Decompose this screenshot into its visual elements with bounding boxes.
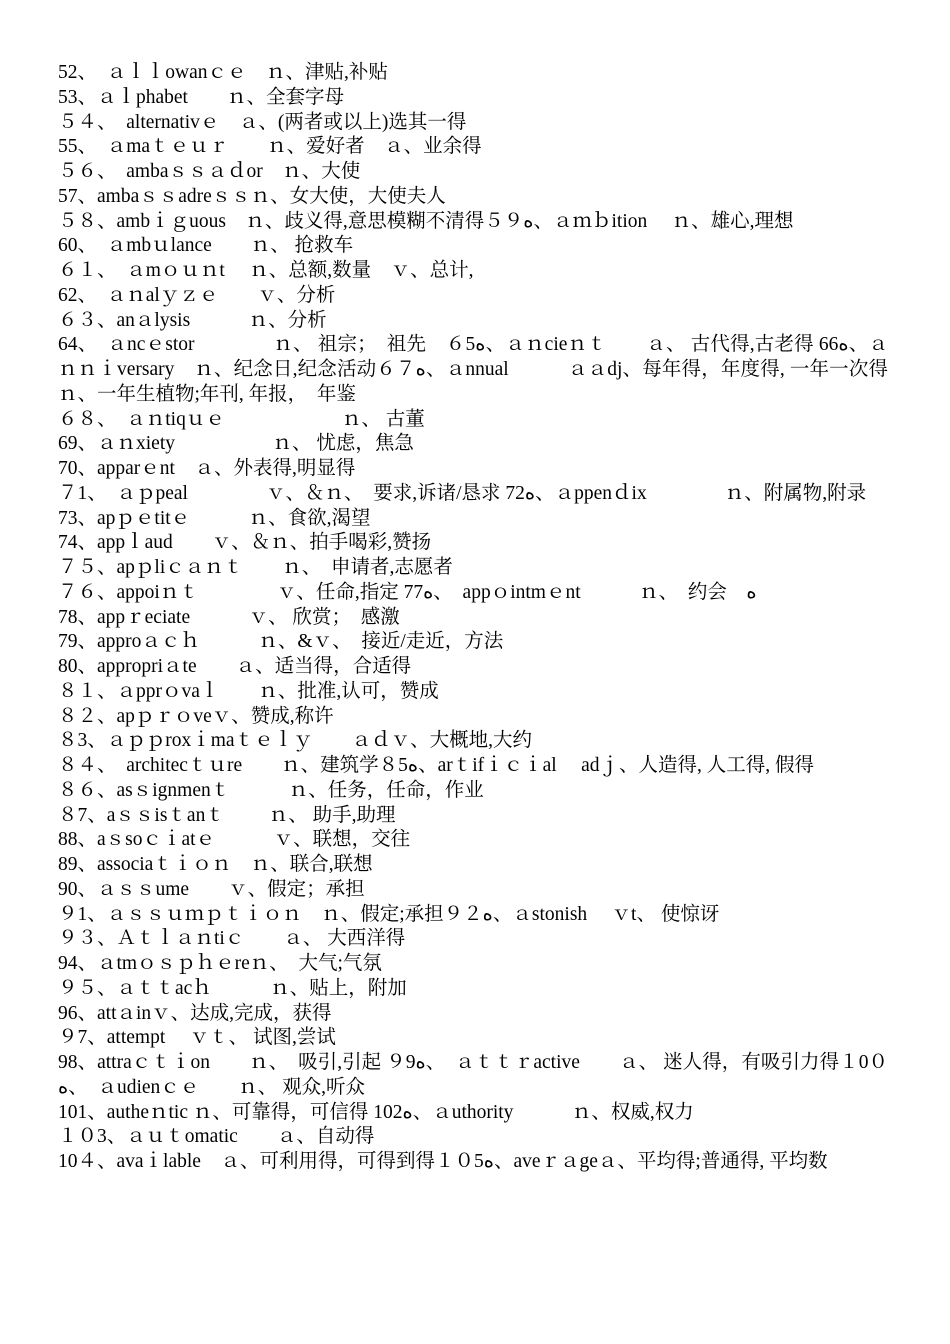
vocab-entry-line: ９1、ａｓｓｕｍｐｔｉｏｎ ｎ、假定;承担９２ه、ａstonish ｖt、 使惊讶 — [58, 903, 720, 925]
vocab-entry-line: 80、appropriａte ａ、适当得，合适得 — [58, 656, 412, 677]
vocab-entry-line: ８４、 architecｔｕre ｎ、建筑学８5ه、arｔifｉｃｉal adｊ、人造得, 人工得, 假得 — [58, 755, 814, 776]
vocab-entry-line: ８６、asｓignmenｔ ｎ、任务，任命，作业 — [58, 779, 484, 801]
vocab-entry-line: ８２、apｐｒｏveｖ、赞成,称许 — [58, 705, 334, 727]
vocab-entry-line: 78、appｒeciate ｖ、 欣赏； 感激 — [58, 606, 400, 628]
vocab-entry-line: ９５、ａｔｔacｈ ｎ、贴上，附加 — [58, 977, 407, 999]
vocab-entry-line: 62、 ａｎalｙｚｅ ｖ、分析 — [58, 284, 336, 306]
vocab-entry-line: 60、 ａmbｕlance ｎ、 抢救车 — [58, 235, 354, 257]
vocab-entry-line: 55、 ａmaｔｅｕｒ ｎ、爱好者 ａ、业余得 — [58, 136, 482, 158]
vocab-entry-line: 10４、avaｉlable ａ、可利用得，可得到得１０5ه、aveｒａgeａ、平均得;普通得, 平均数 — [58, 1151, 828, 1172]
vocabulary-document — [58, 61, 888, 1175]
vocab-entry-line: ６３、anａlysis ｎ、分析 — [58, 309, 327, 331]
vocab-entry-line: 73、apｐｅtitｅ ｎ、食欲,渴望 — [58, 507, 371, 529]
vocab-entry-line: ７５、apｐliｃａｎｔ ｎ、 申请者,志愿者 — [58, 557, 453, 578]
vocab-entry-line: 70、apparｅnt ａ、外表得,明显得 — [58, 458, 356, 479]
vocab-entry-line: 98、attraｃｔｉon ｎ、 吸引,引起 ９9ه、 ａｔｔｒactive ａ、 迷人得，有吸引力得１0０ه、 ａudienｃｅ ｎ、 观众,听众 — [58, 1052, 888, 1098]
vocab-entry-line: 69、ａｎxiety ｎ、 忧虑，焦急 — [58, 433, 414, 455]
vocab-entry-line: 90、ａｓｓume ｖ、假定；承担 — [58, 878, 365, 900]
vocab-entry-line: 79、approａｃｈ ｎ、&ｖ、 接近/走近，方法 — [58, 631, 504, 653]
vocab-entry-line: ７６、appoiｎｔ ｖ、任命,指定 77ه、 appｏintmｅnt ｎ、 约会 ه — [58, 581, 757, 603]
vocab-entry-line: ８3、ａｐｐroxｉmaｔｅｌｙ ａｄｖ、大概地,大约 — [58, 730, 532, 752]
vocab-entry-line: ５８、ambｉｇuous ｎ、歧义得,意思模糊不清得５９ه、ａｍｂition ｎ、雄心,理想 — [58, 210, 794, 232]
vocab-entry-line: 94、ａtmｏｓｐｈｅreｎ、 大气;气氛 — [58, 953, 382, 974]
vocab-entry-line: ７1、 ａｐpeal ｖ、＆ｎ、 要求,诉诸/恳求 72ه、ａppenｄix ｎ、附属物,附录 — [58, 482, 867, 504]
vocab-entry-line: ８7、aｓｓisｔanｔ ｎ、 助手,助理 — [58, 804, 396, 826]
vocab-entry-line: 64、 ａncｅstor ｎ、 祖宗； 祖先 ６5ه、ａｎcieｎｔ ａ、 古代得,古老得 66ه、ａｎｎｉversary ｎ、纪念日,纪念活动６７ه、ａnnual ａａdj、每年得，年度得, 一年一次得ｎ、一年生植物;年刊, 年报， 年鉴 — [58, 334, 888, 405]
vocab-entry-line: ８１、ａpprｏvaｌ ｎ、批准,认可，赞成 — [58, 680, 439, 702]
vocab-entry-line: 88、aｓsoｃｉatｅ ｖ、联想，交往 — [58, 829, 411, 851]
vocab-entry-line: 52、 ａｌｌowanｃｅ ｎ、津贴,补贴 — [58, 62, 388, 83]
vocab-entry-line: ９３、Ａｔｌａｎtiｃ ａ、 大西洋得 — [58, 928, 406, 950]
vocab-entry-line: ５４、 alternativｅ ａ、(两者或以上)选其一得 — [58, 111, 467, 133]
vocab-entry-line: 89、associaｔｉｏｎ ｎ、联合,联想 — [58, 854, 373, 875]
vocab-entry-line: 74、appｌaud ｖ、＆ｎ、拍手喝彩,赞扬 — [58, 532, 432, 554]
vocab-entry-line: ５６、 ambaｓｓａｄor ｎ、大使 — [58, 161, 361, 182]
vocab-entry-line: ６１、 ａmｏｕｎt ｎ、总额,数量 ｖ、总计, — [58, 260, 474, 281]
vocab-entry-line: 96、attａinｖ、达成,完成，获得 — [58, 1002, 332, 1024]
vocab-entry-line: 101、autheｎtic ｎ、可靠得，可信得 102ه、ａuthority ｎ、权威,权力 — [58, 1101, 694, 1123]
vocab-entry-line: ９7、attempt ｖｔ、 试图,尝试 — [58, 1027, 336, 1049]
vocab-entry-line: ６８、 ａｎtiqｕｅ ｎ、 古董 — [58, 408, 425, 430]
vocab-entry-line: １０3、ａｕｔomatic ａ、自动得 — [58, 1126, 375, 1148]
vocab-entry-line: 57、ambaｓｓadreｓｓｎ、女大使，大使夫人 — [58, 185, 446, 207]
vocab-entry-line: 53、ａｌphabet ｎ、全套字母 — [58, 86, 344, 108]
